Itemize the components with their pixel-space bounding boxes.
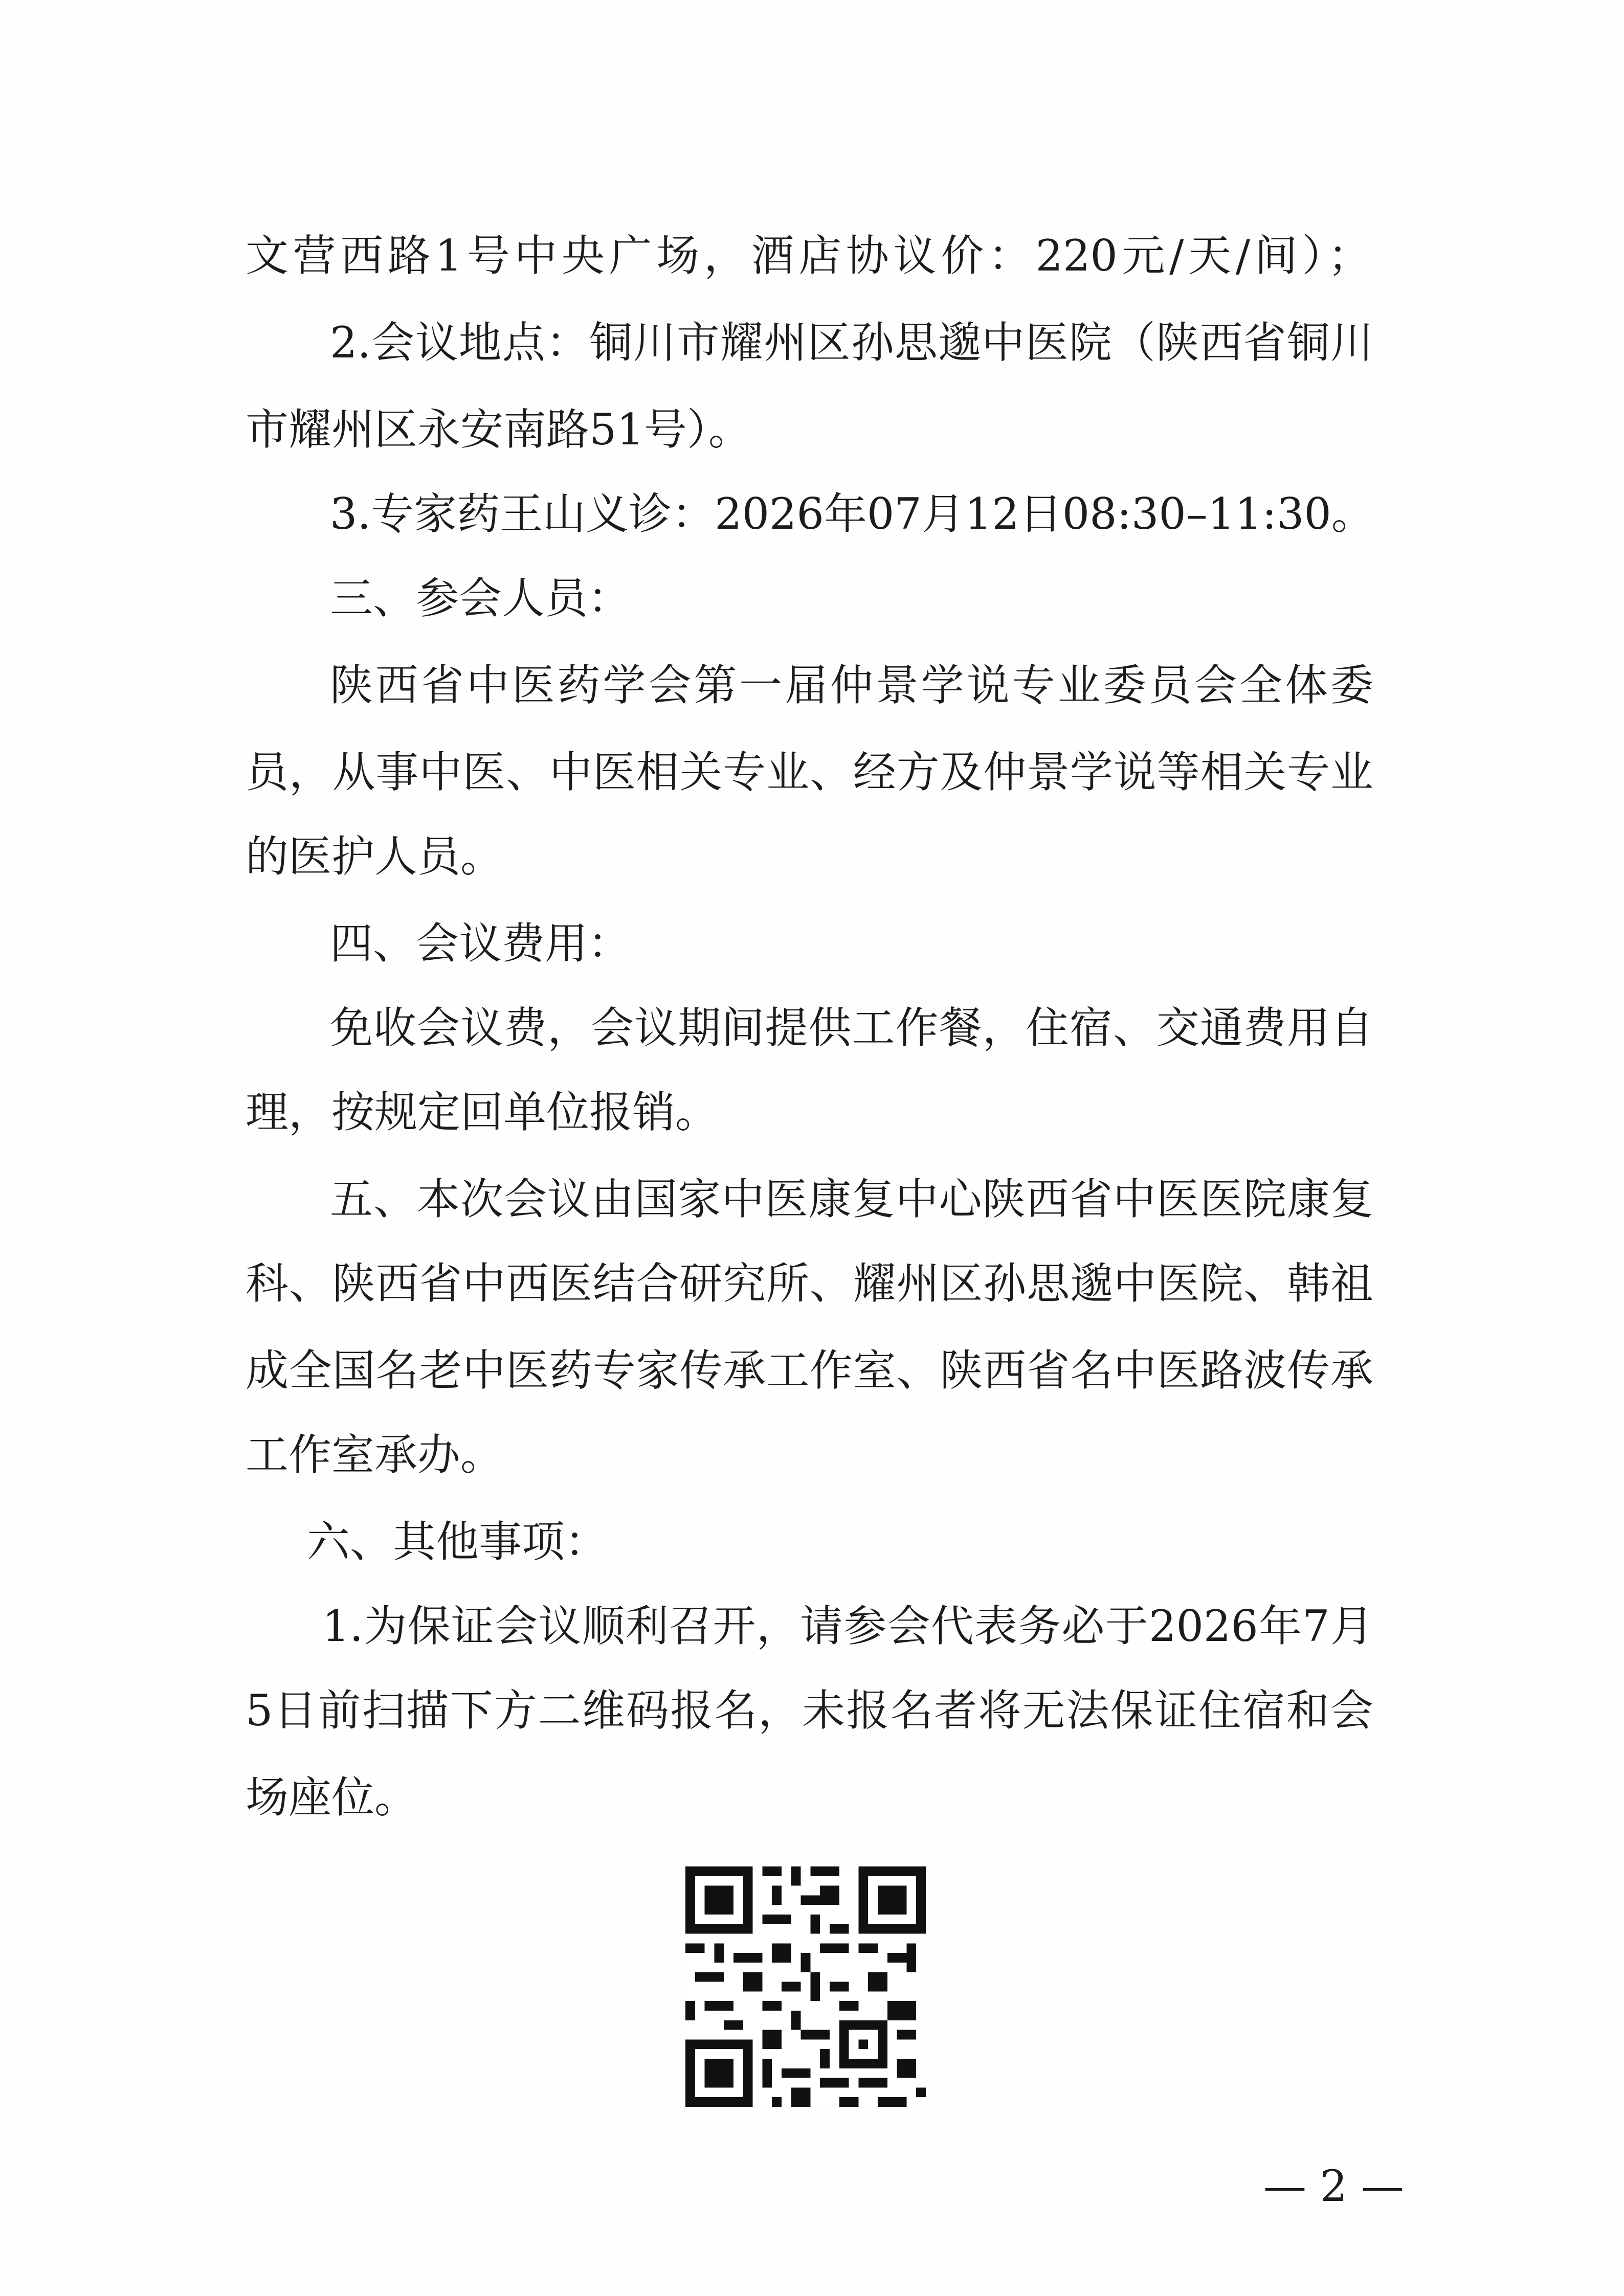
line-7: 员，从事中医、中医相关专业、经方及仲景学说等相关专业	[246, 747, 1373, 797]
line-6: 陕西省中医药学会第一届仲景学说专业委员会全体委	[330, 660, 1373, 710]
line-8: 的医护人员。	[246, 831, 504, 882]
line-16: 六、其他事项：	[307, 1517, 608, 1567]
line-15: 工作室承办。	[246, 1430, 504, 1480]
line-4: 3.专家药王山义诊：2026年07月12日08:30–11:30。	[330, 489, 1374, 539]
line-18: 5日前扫描下方二维码报名，未报名者将无法保证住宿和会	[246, 1685, 1373, 1736]
page-number: — 2 —	[1263, 2161, 1404, 2211]
line-12: 五、本次会议由国家中医康复中心陕西省中医医院康复	[330, 1174, 1373, 1224]
line-13: 科、陕西省中西医结合研究所、耀州区孙思邈中医院、韩祖	[246, 1258, 1373, 1309]
line-17: 1.为保证会议顺利召开，请参会代表务必于2026年7月	[322, 1601, 1373, 1651]
qr-code-icon[interactable]	[685, 1866, 926, 2107]
line-9: 四、会议费用：	[330, 918, 631, 969]
line-14: 成全国名老中医药专家传承工作室、陕西省名中医路波传承	[246, 1345, 1373, 1395]
line-5: 三、参会人员：	[330, 573, 631, 623]
line-19: 场座位。	[246, 1772, 418, 1822]
line-10: 免收会议费，会议期间提供工作餐，住宿、交通费用自	[330, 1003, 1373, 1053]
line-11: 理，按规定回单位报销。	[246, 1087, 719, 1137]
line-1: 文营西路1号中央广场，酒店协议价：220元/天/间）；	[246, 231, 1371, 281]
line-2: 2.会议地点：铜川市耀州区孙思邈中医院（陕西省铜川	[330, 318, 1373, 368]
line-3: 市耀州区永安南路51号）。	[246, 404, 751, 455]
